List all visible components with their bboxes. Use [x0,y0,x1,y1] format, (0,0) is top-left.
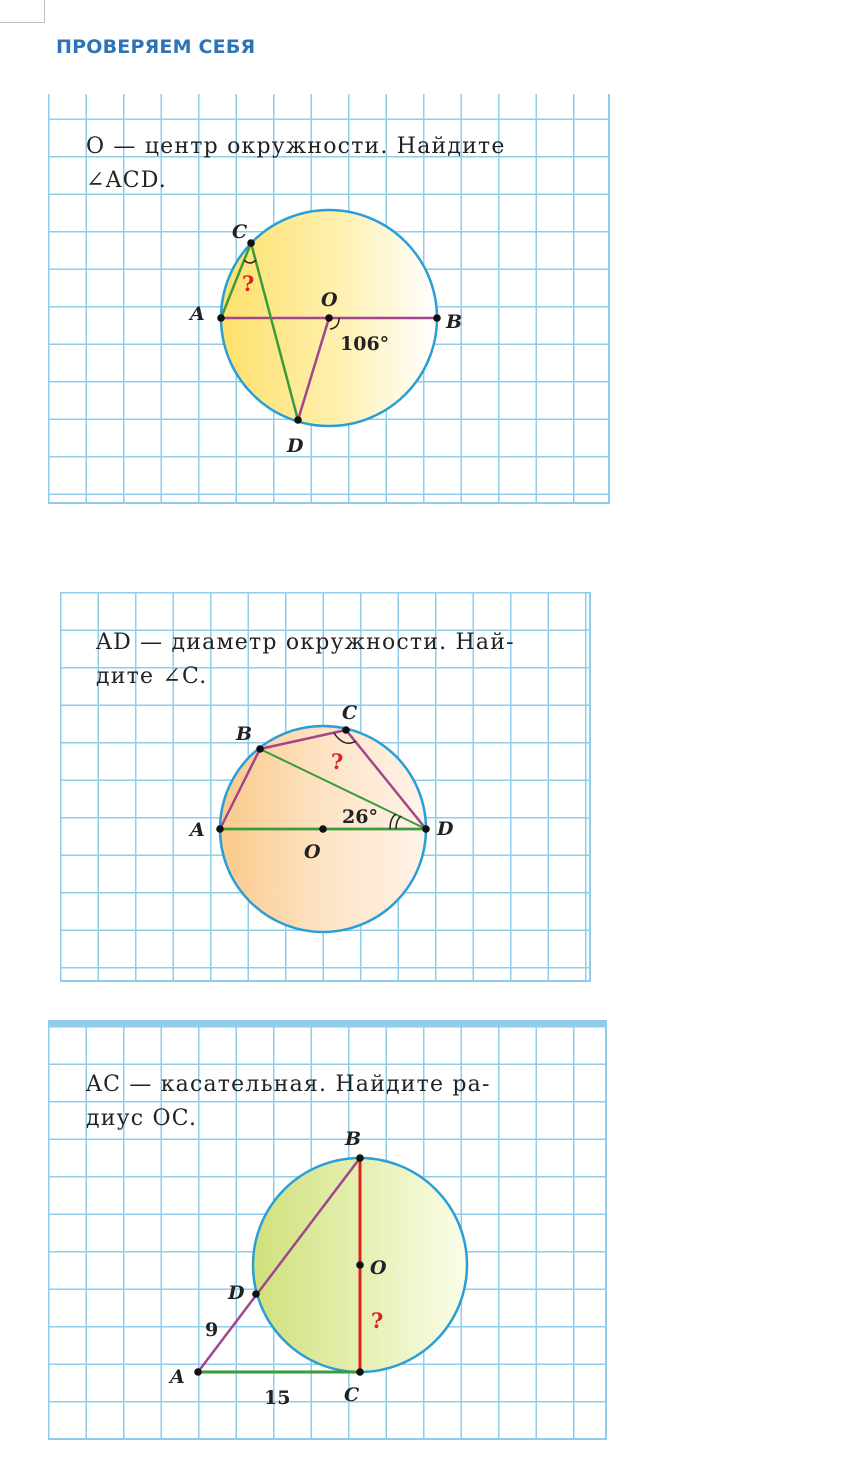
task-3-point-a [194,1368,202,1376]
task-3-label-a: A [170,1366,185,1388]
task-3-point-b [356,1154,364,1162]
task-3-text-line-1: AC — касательная. Найдите ра- [86,1072,491,1097]
task-2-label-d: D [437,818,454,840]
task-1-label-d: D [287,435,304,457]
task-1-point-c [247,239,255,247]
task-2-text-line-2: дите ∠C. [96,664,208,689]
task-3-figure [48,1026,605,1438]
task-2-text-line-1: AD — диаметр окружности. Най- [96,630,515,655]
task-2-point-c [342,726,350,734]
task-2-point-d [422,825,430,833]
task-1-point-o [325,314,333,322]
task-3-segment-ad-value: 9 [205,1319,219,1341]
task-1-figure [48,94,608,502]
task-1-question-mark: ? [242,271,255,296]
task-1-point-b [433,314,441,322]
task-3-point-c [356,1368,364,1376]
task-2-question-mark: ? [331,749,344,774]
task-3-question-mark: ? [371,1308,384,1333]
task-3-label-o: O [370,1257,387,1279]
task-1-point-d [294,416,302,424]
task-2-point-a [216,825,224,833]
task-1-text-line-1: O — центр окружности. Найдите [86,134,506,159]
task-1-card [48,94,610,504]
task-1-text-line-2: ∠ACD. [86,168,168,193]
section-heading: ПРОВЕРЯЕМ СЕБЯ [56,36,256,58]
task-3-card [48,1020,607,1440]
task-1-angle-value: 106° [340,333,390,355]
task-1-label-b: B [446,311,463,333]
task-1-label-c: C [232,221,248,243]
task-2-point-o [319,825,327,833]
task-2-label-a: A [190,819,205,841]
task-3-label-d: D [228,1282,245,1304]
task-2-label-c: C [342,702,358,724]
task-2-label-o: O [304,841,321,863]
task-2-figure [60,592,589,980]
task-3-point-o [356,1261,364,1269]
task-3-label-b: B [345,1128,362,1150]
task-2-label-b: B [236,723,253,745]
task-1-point-a [217,314,225,322]
task-3-text-line-2: диус OC. [86,1106,198,1131]
task-3-segment-ac-value: 15 [264,1387,291,1409]
task-1-label-o: O [321,289,338,311]
task-2-angle-value: 26° [342,806,378,828]
task-2-card [60,592,591,982]
task-3-point-d [252,1290,260,1298]
task-3-label-c: C [344,1384,360,1406]
task-1-label-a: A [190,303,205,325]
page-corner-mark [0,0,45,23]
task-2-point-b [256,745,264,753]
